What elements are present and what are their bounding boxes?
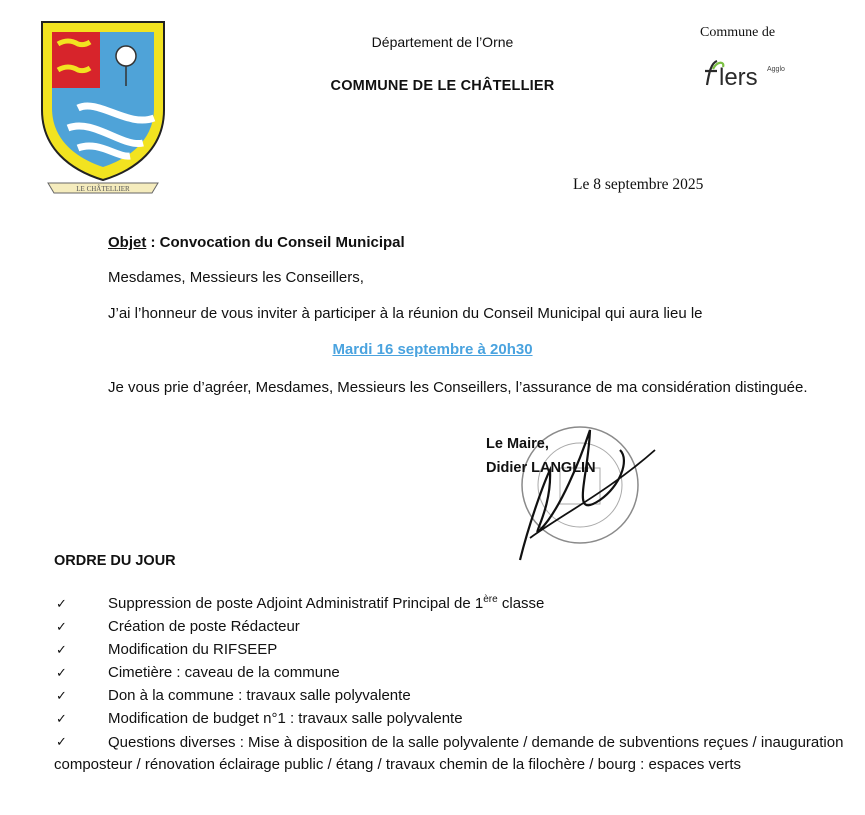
agenda-item: [0, 617, 865, 640]
subject-text: : Convocation du Conseil Municipal: [146, 234, 405, 251]
meeting-date-link[interactable]: Mardi 16 septembre à 20h30: [332, 341, 533, 358]
ordinal-suffix: ère: [483, 594, 498, 605]
check-icon: ✓: [56, 642, 67, 657]
agenda-item-text: Modification du RIFSEEP: [108, 641, 278, 658]
letter-subject: [108, 234, 405, 251]
check-icon: ✓: [56, 619, 67, 634]
commune-de-label: Commune de: [700, 25, 776, 40]
agenda-item: [0, 663, 865, 686]
commune-name: COMMUNE DE LE CHÂTELLIER: [330, 78, 555, 94]
check-icon: ✓: [56, 734, 67, 749]
check-icon: ✓: [56, 596, 67, 611]
agenda-item: [0, 594, 865, 617]
agenda-heading: ORDRE DU JOUR: [54, 553, 176, 569]
crest-ribbon-text: LE CHÂTELLIER: [76, 185, 130, 193]
check-icon: ✓: [56, 665, 67, 680]
agenda-item-suffix: classe: [497, 595, 545, 612]
department-name: Département de l’Orne: [371, 34, 514, 50]
agenda-item-text: Création de poste Rédacteur: [108, 618, 300, 635]
agenda-item-text: Modification de budget n°1 : travaux salle polyvalente: [108, 710, 463, 727]
invitation-text: J’ai l’honneur de vous inviter à participer à la réunion du Conseil Municipal qui aura lieu le: [108, 305, 703, 322]
agenda-item-text: Questions diverses : Mise à disposition de la salle polyvalente / demande de subventions reçues / inauguration composteur / rénovation éclairage public / étang / travaux chemin de la filochère / bourg : espaces verts: [54, 734, 844, 773]
svg-text:lers: lers: [719, 64, 758, 91]
subject-label: Objet: [108, 234, 147, 251]
salutation: Mesdames, Messieurs les Conseillers,: [108, 269, 364, 286]
agenda-item: [0, 709, 865, 732]
check-icon: ✓: [56, 711, 67, 726]
closing-formula: Je vous prie d’agréer, Mesdames, Messieurs les Conseillers, l’assurance de ma considération distinguée.: [108, 379, 808, 396]
check-icon: ✓: [56, 688, 67, 703]
agenda-item-text: Cimetière : caveau de la commune: [108, 664, 340, 681]
letter-date: Le 8 septembre 2025: [573, 176, 704, 193]
agenda-item: [0, 640, 865, 663]
mayor-title: Le Maire,: [486, 436, 549, 452]
mayor-name: Didier LANGLIN: [486, 460, 596, 476]
agenda-item: [0, 732, 865, 776]
agenda-list: [0, 594, 865, 776]
agenda-item-text: Suppression de poste Adjoint Administratif Principal de 1: [108, 595, 484, 612]
svg-text:Agglo: Agglo: [767, 66, 785, 73]
agenda-item-text: Don à la commune : travaux salle polyvalente: [108, 687, 411, 704]
agenda-item: [0, 686, 865, 709]
flers-agglo-logo: [703, 55, 793, 95]
